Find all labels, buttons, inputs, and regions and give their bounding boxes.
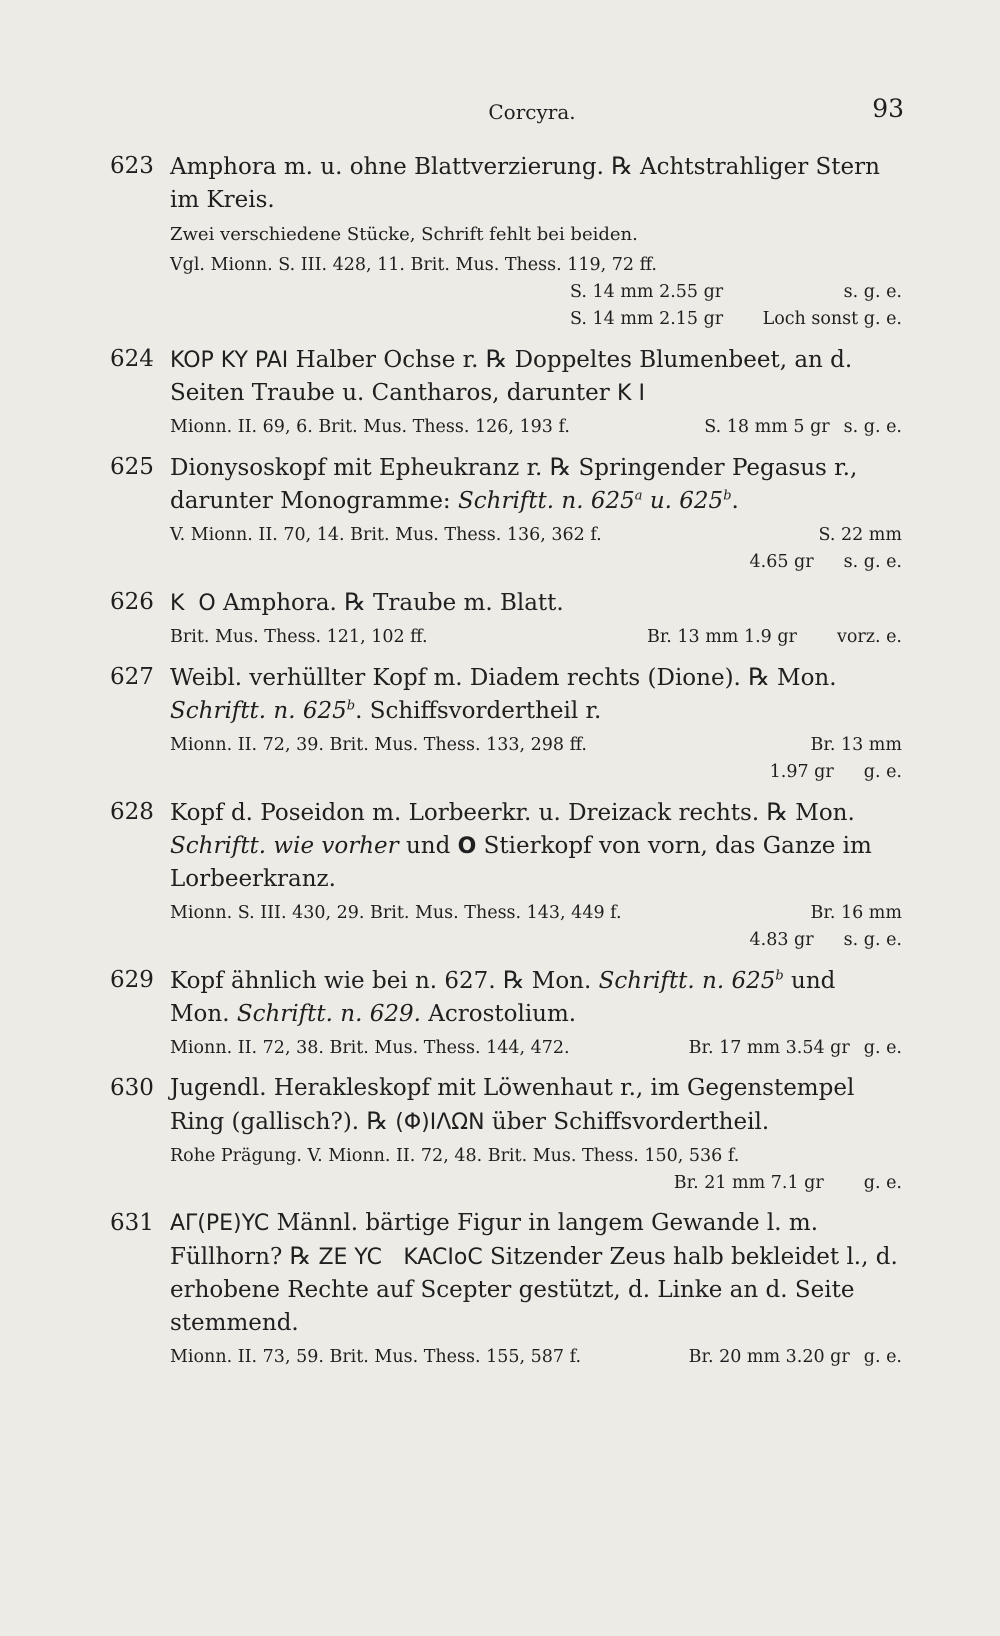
reverse-symbol: ℞ (611, 152, 633, 180)
entry-reference (170, 252, 902, 333)
obverse-text: Amphora. (223, 590, 337, 616)
entry-623 (110, 150, 902, 333)
entry-description (170, 964, 902, 1031)
entry-630 (110, 1072, 902, 1197)
reference-line (170, 1170, 902, 1197)
reference-line: Rohe Prägung. V. Mionn. II. 72, 48. Brit. Mus. Thess. 150, 536 f. (170, 1146, 740, 1166)
reverse-symbol: ℞ (344, 588, 366, 616)
reference-text: Mionn. II. 72, 38. Brit. Mus. Thess. 144, 472. (170, 1038, 570, 1058)
reference-line (170, 900, 902, 927)
measurement: S. 22 mm (818, 525, 902, 545)
reverse-symbol: ℞ (289, 1242, 312, 1270)
entry-reference (170, 624, 902, 651)
reference-line (170, 549, 902, 576)
greek-legend: (Φ)IΛΩN (395, 1110, 485, 1135)
reverse-symbol: ℞ (748, 663, 770, 691)
entry-number: 626 (110, 589, 154, 615)
reverse-symbol: ℞ (485, 345, 508, 373)
running-title: Corcyra. (488, 100, 576, 124)
greek-legend: K I (617, 381, 645, 406)
reverse-text: Mon. (531, 968, 592, 994)
measurement: Br. 13 mm 1.9 gr (646, 627, 797, 647)
page-header (160, 92, 904, 132)
script-table-ref: Schriftt. n. 629. (236, 1001, 421, 1027)
condition: Loch sonst g. e. (762, 309, 902, 329)
reference-line (170, 927, 902, 954)
condition: g. e. (863, 1173, 902, 1193)
entry-reference (170, 1143, 902, 1197)
monogram-suffix: a (634, 488, 643, 504)
reverse-text: Traube m. Blatt. (373, 590, 564, 616)
entry-number: 631 (110, 1210, 154, 1236)
reference-line (170, 306, 902, 333)
greek-legend: AΓ(PE)YC (170, 1211, 270, 1236)
measurement: Br. 20 mm 3.20 gr (688, 1347, 850, 1367)
reverse-text: Springender Pegasus r., darunter Monogramme: (170, 455, 858, 514)
measurement: S. 14 mm 2.55 gr (570, 282, 724, 302)
script-table-ref: Schriftt. n. 625 (598, 968, 776, 994)
reverse-text: Mon. (795, 800, 855, 826)
obverse-text: Halber Ochse r. (295, 347, 479, 373)
entry-627 (110, 661, 902, 786)
reference-text: Mionn. II. 69, 6. Brit. Mus. Thess. 126, 193 f. (170, 417, 570, 437)
entry-reference (170, 900, 902, 954)
reverse-text-cont: . Schiffsvordertheil r. (355, 698, 602, 724)
connector-text: u. (649, 488, 672, 514)
reference-text: V. Mionn. II. 70, 14. Brit. Mus. Thess. 136, 362 f. (170, 525, 602, 545)
catalogue-entries (110, 150, 902, 1381)
weight: 4.83 gr (749, 930, 814, 950)
entry-reference (170, 732, 902, 786)
measurement: Br. 13 mm (810, 735, 902, 755)
punctuation: . (731, 488, 739, 514)
monogram-suffix: b (775, 968, 784, 984)
reverse-text: Achtstrahliger Stern im Kreis. (170, 154, 880, 213)
connector-text: und (405, 833, 451, 859)
entry-note: Zwei verschiedene Stücke, Schrift fehlt bei beiden. (170, 224, 638, 245)
obverse-text: Dionysoskopf mit Epheukranz r. (170, 455, 543, 481)
entry-624 (110, 343, 902, 441)
obverse-text: Jugendl. Herakleskopf mit Löwenhaut r., im Gegenstempel Ring (gallisch?). (170, 1075, 855, 1135)
weight: 1.97 gr (769, 762, 834, 782)
entry-631 (110, 1207, 902, 1371)
entry-description (170, 1207, 902, 1340)
measurement: Br. 21 mm 7.1 gr (673, 1173, 824, 1193)
condition: s. g. e. (843, 417, 902, 437)
measurement: Br. 17 mm 3.54 gr (688, 1038, 850, 1058)
reverse-text: Mon. (777, 665, 837, 691)
obverse-text: Kopf d. Poseidon m. Lorbeerkr. u. Dreizack rechts. (170, 800, 760, 826)
entry-number: 629 (110, 967, 154, 993)
reverse-text-cont: Stierkopf von vorn, das Ganze im Lorbeerkranz. (170, 833, 872, 892)
reverse-symbol: ℞ (766, 798, 788, 826)
greek-legend: ZE YC (318, 1245, 382, 1270)
reference-line (170, 522, 902, 549)
entry-626 (110, 586, 902, 651)
reference-text: Brit. Mus. Thess. 121, 102 ff. (170, 627, 428, 647)
entry-description (170, 796, 902, 896)
entry-number: 624 (110, 346, 154, 372)
reference-line (170, 279, 902, 306)
connector-text: und Mon. (170, 968, 836, 1027)
monogram-suffix: b (346, 698, 356, 714)
reverse-symbol: ℞ (502, 966, 525, 994)
condition: vorz. e. (836, 627, 902, 647)
entry-number: 623 (110, 153, 154, 179)
obverse-text: Weibl. verhüllter Kopf m. Diadem rechts (Dione). (170, 665, 741, 691)
reverse-text: Doppeltes Blumenbeet, an d. Seiten Traube u. Cantharos, darunter (170, 347, 853, 406)
entry-description (170, 451, 902, 518)
condition: s. g. e. (843, 930, 902, 950)
entry-reference (170, 414, 902, 441)
reverse-symbol: ℞ (549, 453, 572, 481)
reverse-text: Sitzender Zeus halb bekleidet l., d. erhobene Rechte auf Scepter gestützt, d. Linke an d. Seite stemmend. (170, 1244, 898, 1336)
measurement: Br. 16 mm (810, 903, 902, 923)
entry-number: 630 (110, 1075, 154, 1101)
condition: s. g. e. (843, 282, 902, 302)
monogram-suffix: b (723, 488, 732, 504)
entry-628 (110, 796, 902, 954)
script-table-ref: Schriftt. n. (458, 488, 584, 514)
entry-reference (170, 1344, 902, 1371)
greek-legend: KACIoC (403, 1245, 483, 1270)
script-table-ref: Schriftt. n. 625 (170, 698, 347, 724)
monogram-number: 625 (679, 488, 724, 514)
entry-number: 628 (110, 799, 154, 825)
entry-description (170, 150, 902, 217)
reference-text: Mionn. S. III. 430, 29. Brit. Mus. Thess. 143, 449 f. (170, 903, 622, 923)
reference-line: Vgl. Mionn. S. III. 428, 11. Brit. Mus. Thess. 119, 72 ff. (170, 255, 657, 275)
entry-description (170, 586, 902, 620)
greek-legend: KOP KY PAI (170, 348, 289, 373)
reference-text: Mionn. II. 73, 59. Brit. Mus. Thess. 155, 587 f. (170, 1347, 582, 1367)
entry-reference (170, 1035, 902, 1062)
entry-625 (110, 451, 902, 576)
entry-number: 627 (110, 664, 154, 690)
condition: s. g. e. (843, 552, 902, 572)
weight: 4.65 gr (749, 552, 814, 572)
entry-629 (110, 964, 902, 1062)
monogram-number: 625 (590, 488, 635, 514)
reference-line (170, 732, 902, 759)
condition: g. e. (863, 1347, 902, 1367)
greek-legend: K O (170, 591, 216, 616)
page-number: 93 (872, 94, 904, 123)
obverse-text: Kopf ähnlich wie bei n. 627. (170, 968, 496, 994)
greek-legend: O (457, 834, 477, 859)
condition: g. e. (863, 762, 902, 782)
reverse-text: über Schiffsvordertheil. (491, 1109, 770, 1135)
reverse-symbol: ℞ (366, 1107, 388, 1135)
measurement: S. 14 mm 2.15 gr (570, 309, 724, 329)
script-table-ref: Schriftt. wie vorher (170, 833, 399, 859)
reference-line (170, 759, 902, 786)
entry-reference (170, 522, 902, 576)
measurement: S. 18 mm 5 gr (704, 417, 830, 437)
obverse-text: Männl. bärtige Figur in langem Gewande l. m. Füllhorn? (170, 1210, 819, 1270)
reference-text: Mionn. II. 72, 39. Brit. Mus. Thess. 133, 298 ff. (170, 735, 587, 755)
entry-description (170, 661, 902, 728)
reverse-text-cont: Acrostolium. (428, 1001, 577, 1027)
entry-description (170, 343, 902, 410)
entry-description (170, 1072, 902, 1139)
condition: g. e. (863, 1038, 902, 1058)
obverse-text: Amphora m. u. ohne Blattverzierung. (170, 154, 604, 180)
entry-number: 625 (110, 454, 154, 480)
